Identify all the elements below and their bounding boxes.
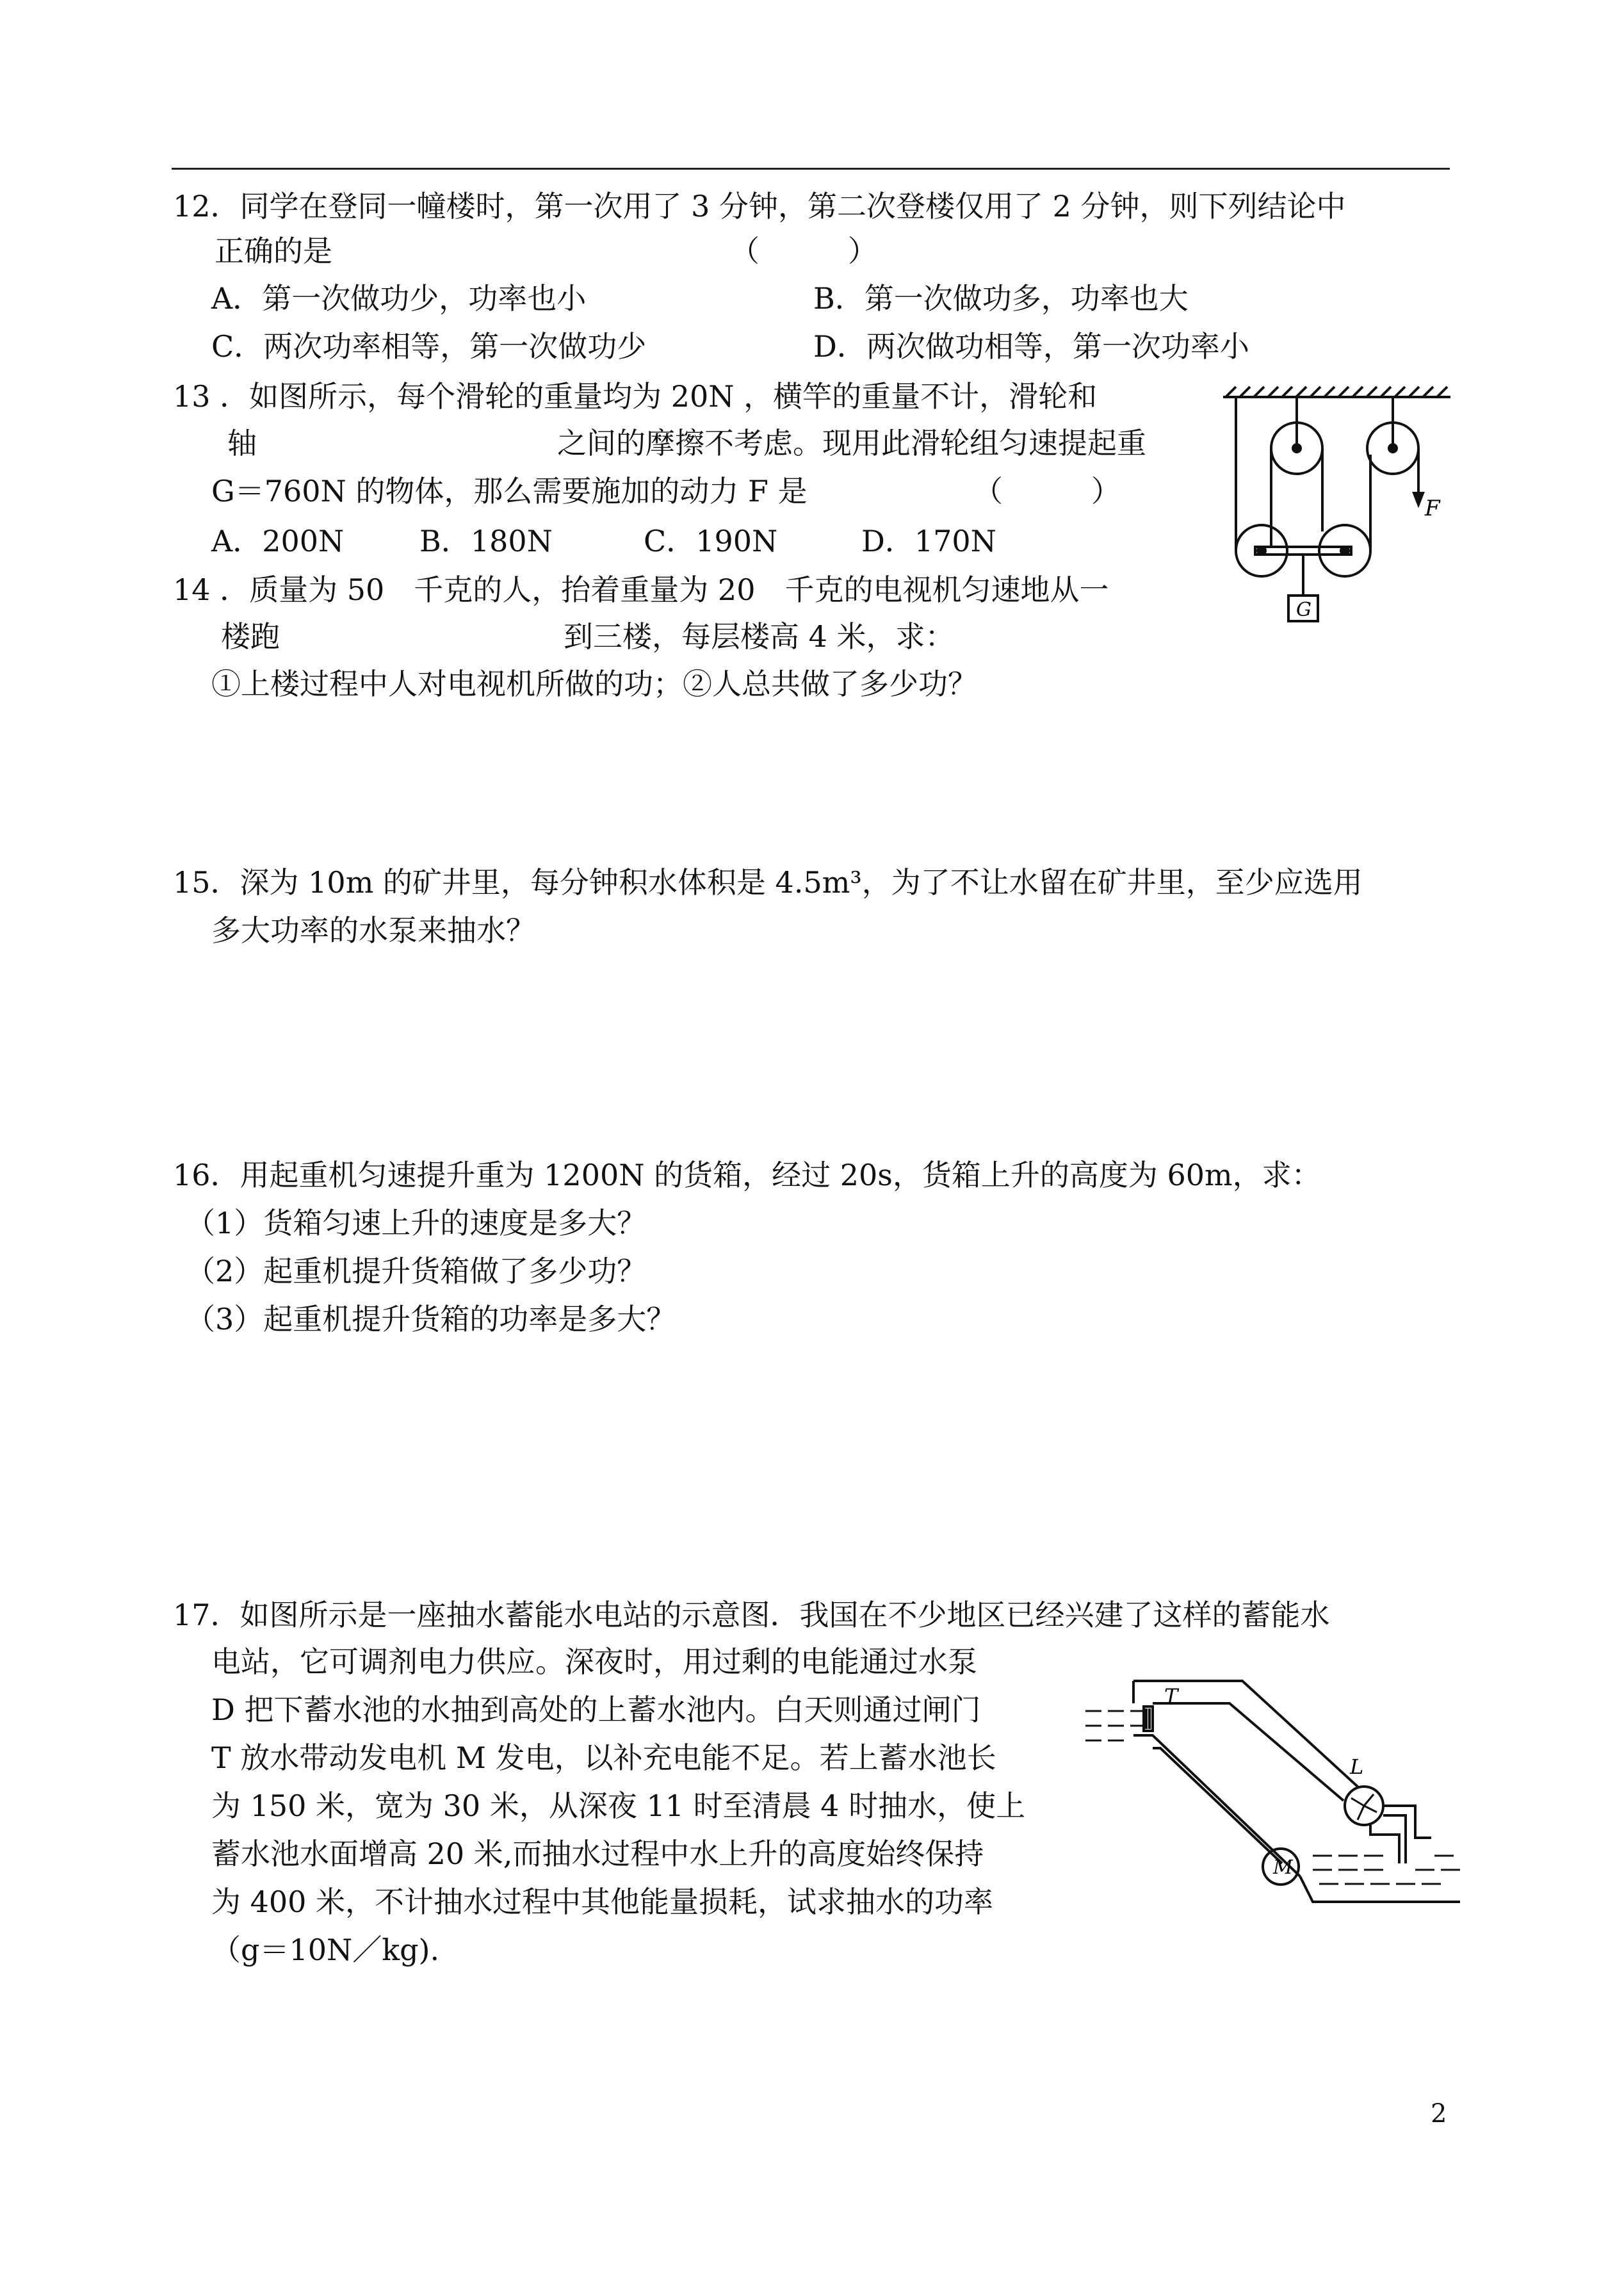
q15-line-2: 多大功率的水泵来抽水？ xyxy=(211,913,535,948)
gate-label: T xyxy=(1164,1684,1178,1708)
q13-answer-paren: （ ） xyxy=(973,474,1121,508)
q12-option-b: B．第一次做功多，功率也大 xyxy=(813,281,1189,316)
lower-reservoir xyxy=(1300,1876,1460,1902)
pump-label: L xyxy=(1350,1755,1364,1779)
q12-line-1: 12．同学在登同一幢楼时，第一次用了 3 分钟，第二次登楼仅用了 2 分钟，则下列结论中 xyxy=(173,189,1346,223)
q13-line-2b: 之间的摩擦不考虑。现用此滑轮组匀速提起重 xyxy=(557,426,1146,460)
header-rule xyxy=(172,168,1450,170)
crossbar xyxy=(1255,547,1351,555)
q12-option-d: D．两次做功相等，第一次功率小 xyxy=(813,329,1249,364)
q16-sub-2: （2）起重机提升货箱做了多少功？ xyxy=(186,1254,647,1288)
q14-line-3: ①上楼过程中人对电视机所做的功；②人总共做了多少功？ xyxy=(211,667,977,701)
q17-line-1: 17．如图所示是一座抽水蓄能水电站的示意图．我国在不少地区已经兴建了这样的蓄能水 xyxy=(173,1598,1330,1632)
q15-line-1: 15．深为 10m 的矿井里，每分钟积水体积是 4.5m³，为了不让水留在矿井里，至少应选用 xyxy=(173,865,1363,900)
q13-option-b: B．180N xyxy=(419,524,553,558)
pipe-inner xyxy=(1153,1703,1344,1801)
q17-line-8: （g＝10N／kg). xyxy=(211,1933,440,1967)
q12-option-a: A．第一次做功少，功率也小 xyxy=(211,281,587,316)
q12-answer-paren: （ ） xyxy=(730,234,877,268)
q13-line-2a: 轴 xyxy=(227,426,257,460)
motor-label: M xyxy=(1273,1856,1293,1879)
weight-label: G xyxy=(1296,599,1311,621)
q16-sub-3: （3）起重机提升货箱的功率是多大？ xyxy=(186,1302,676,1336)
q12-line-2: 正确的是 xyxy=(215,234,332,268)
q14-line-2b: 到三楼，每层楼高 4 米，求： xyxy=(564,619,955,654)
ceiling-beam xyxy=(1223,387,1450,397)
q14-line-2a: 楼跑 xyxy=(221,619,280,654)
q13-line-3: G＝760N 的物体，那么需要施加的动力 F 是 xyxy=(211,474,808,508)
q16-line-1: 16．用起重机匀速提升重为 1200N 的货箱，经过 20s，货箱上升的高度为 60m，求： xyxy=(173,1158,1321,1192)
pulley-system-figure xyxy=(1217,384,1460,634)
force-label: F xyxy=(1425,496,1440,521)
q12-option-c: C．两次功率相等，第一次做功少 xyxy=(211,329,647,364)
q16-sub-1: （1）货箱匀速上升的速度是多大？ xyxy=(186,1206,647,1240)
pumped-storage-figure xyxy=(1082,1652,1466,1908)
q17-line-3: D 把下蓄水池的水抽到高处的上蓄水池内。白天则通过闸门 xyxy=(211,1692,981,1727)
q13-line-1: 13 ．如图所示，每个滑轮的重量均为 20N ，横竿的重量不计，滑轮和 xyxy=(173,379,1098,414)
q13-option-c: C．190N xyxy=(644,524,778,558)
q17-line-6: 蓄水池水面增高 20 米,而抽水过程中水上升的高度始终保持 xyxy=(211,1837,984,1871)
q14-line-1: 14 ．质量为 50 千克的人，抬着重量为 20 千克的电视机匀速地从一 xyxy=(173,572,1109,607)
q13-option-d: D．170N xyxy=(861,524,996,558)
q17-line-2: 电站，它可调剂电力供应。深夜时，用过剩的电能通过水泵 xyxy=(211,1644,977,1679)
lower-reservoir-water xyxy=(1313,1856,1460,1884)
q17-line-4: T 放水带动发电机 M 发电，以补充电能不足。若上蓄水池长 xyxy=(211,1740,996,1775)
q13-option-a: A．200N xyxy=(211,524,345,558)
q17-line-5: 为 150 米，宽为 30 米，从深夜 11 时至清晨 4 时抽水，使上 xyxy=(211,1788,1026,1823)
q17-line-7: 为 400 米，不计抽水过程中其他能量损耗，试求抽水的功率 xyxy=(211,1885,994,1919)
page-number: 2 xyxy=(1431,2099,1447,2129)
